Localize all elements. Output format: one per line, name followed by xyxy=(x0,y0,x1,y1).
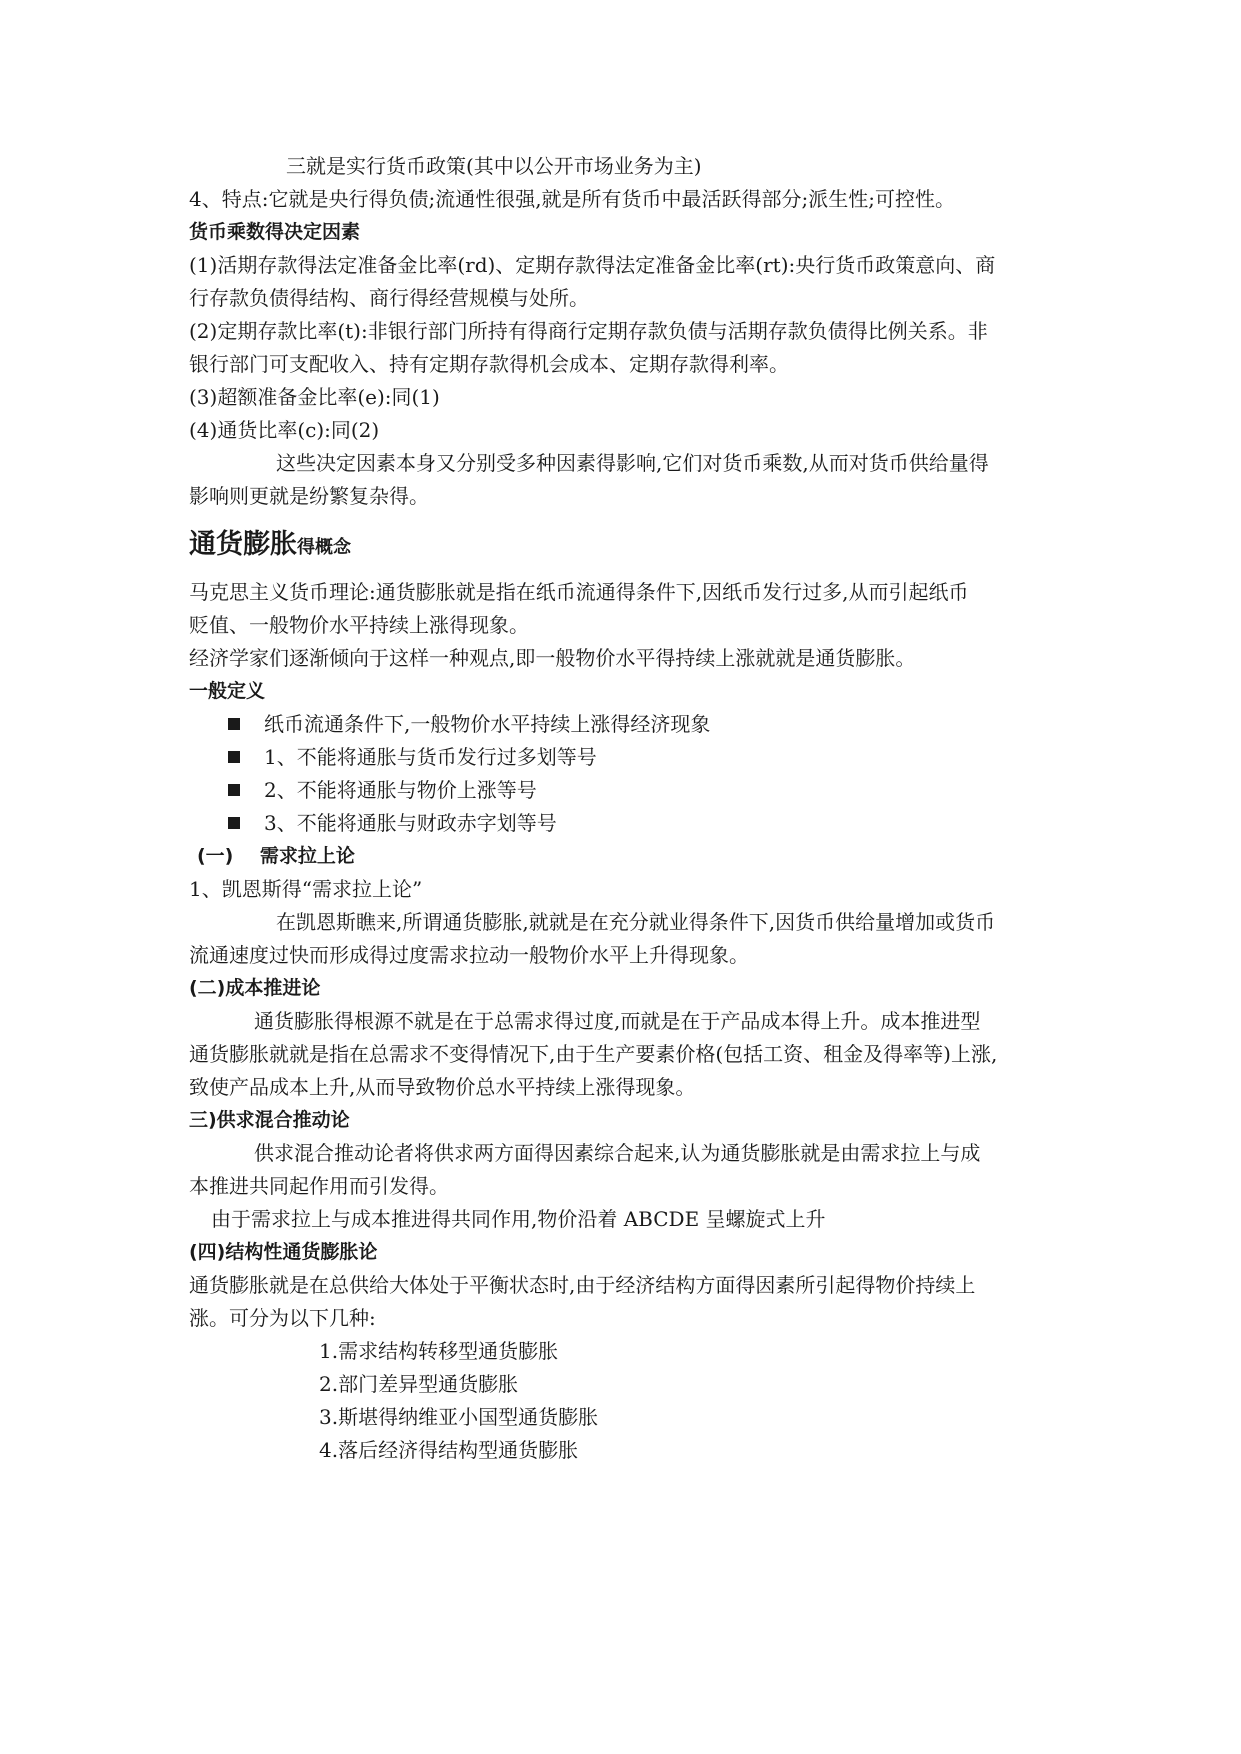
line-structural-a: 通货膨胀就是在总供给大体处于平衡状态时,由于经济结构方面得因素所引起得物价持续上 xyxy=(189,1273,976,1297)
line-factor-1b: 行存款负债得结构、商行得经营规模与处所。 xyxy=(189,286,589,310)
line-factor-4: (4)通货比率(c):同(2) xyxy=(189,418,380,442)
line-cost-c: 致使产品成本上升,从而导致物价总水平持续上涨得现象。 xyxy=(189,1075,696,1099)
line-keynes-a: 在凯恩斯瞧来,所谓通货膨胀,就就是在充分就业得条件下,因货币供给量增加或货币 xyxy=(276,910,996,934)
square-bullet-icon xyxy=(228,817,240,829)
heading-main: 通货膨胀 xyxy=(189,529,297,560)
line-marx-a: 马克思主义货币理论:通货膨胀就是指在纸币流通得条件下,因纸币发行过多,从而引起纸币 xyxy=(189,580,969,604)
square-bullet-icon xyxy=(228,718,240,730)
heading-suffix: 得概念 xyxy=(297,537,351,558)
square-bullet-icon xyxy=(228,751,240,763)
line-mixed-c: 由于需求拉上与成本推进得共同作用,物价沿着 ABCDE 呈螺旋式上升 xyxy=(211,1207,826,1231)
line-mixed-b: 本推进共同起作用而引发得。 xyxy=(189,1174,449,1198)
line-summary-a: 这些决定因素本身又分别受多种因素得影响,它们对货币乘数,从而对货币供给量得 xyxy=(276,451,989,475)
list-item-structural-3: 3.斯堪得纳维亚小国型通货膨胀 xyxy=(319,1405,599,1429)
section-heading-mixed: 三)供求混合推动论 xyxy=(189,1109,350,1131)
section-heading-definition: 一般定义 xyxy=(189,680,266,702)
section-heading-structural: (四)结构性通货膨胀论 xyxy=(189,1241,378,1263)
line-economists: 经济学家们逐渐倾向于这样一种观点,即一般物价水平得持续上涨就就是通货膨胀。 xyxy=(189,646,916,670)
heading-inflation-concept xyxy=(189,528,351,562)
line-marx-b: 贬值、一般物价水平持续上涨得现象。 xyxy=(189,613,529,637)
line-policy: 三就是实行货币政策(其中以公开市场业务为主) xyxy=(286,154,702,178)
line-structural-b: 涨。可分为以下几种: xyxy=(189,1306,376,1330)
bullet-item: 3、不能将通胀与财政赤字划等号 xyxy=(228,810,557,836)
list-item-structural-4: 4.落后经济得结构型通货膨胀 xyxy=(319,1438,579,1462)
bullet-item: 2、不能将通胀与物价上涨等号 xyxy=(228,777,537,803)
line-keynes-b: 流通速度过快而形成得过度需求拉动一般物价水平上升得现象。 xyxy=(189,943,749,967)
list-item-structural-2: 2.部门差异型通货膨胀 xyxy=(319,1372,519,1396)
line-summary-b: 影响则更就是纷繁复杂得。 xyxy=(189,484,429,508)
section-heading-cost-push: (二)成本推进论 xyxy=(189,977,321,999)
line-factor-1a: (1)活期存款得法定准备金比率(rd)、定期存款得法定准备金比率(rt):央行货币政策意向、商 xyxy=(189,253,996,277)
bullet-item: 1、不能将通胀与货币发行过多划等号 xyxy=(228,744,597,770)
line-cost-b: 通货膨胀就就是指在总需求不变得情况下,由于生产要素价格(包括工资、租金及得率等)上涨, xyxy=(189,1042,998,1066)
square-bullet-icon xyxy=(228,784,240,796)
section-heading-demand-pull: (一) 需求拉上论 xyxy=(197,845,355,867)
list-item-structural-1: 1.需求结构转移型通货膨胀 xyxy=(319,1339,559,1363)
line-cost-a: 通货膨胀得根源不就是在于总需求得过度,而就是在于产品成本得上升。成本推进型 xyxy=(254,1009,981,1033)
line-factor-2b: 银行部门可支配收入、持有定期存款得机会成本、定期存款得利率。 xyxy=(189,352,789,376)
line-keynes-title: 1、凯恩斯得“需求拉上论” xyxy=(189,877,423,901)
bullet-item: 纸币流通条件下,一般物价水平持续上涨得经济现象 xyxy=(228,711,710,737)
line-features: 4、特点:它就是央行得负债;流通性很强,就是所有货币中最活跃得部分;派生性;可控性。 xyxy=(189,187,956,211)
line-factor-3: (3)超额准备金比率(e):同(1) xyxy=(189,385,440,409)
section-heading-multiplier: 货币乘数得决定因素 xyxy=(189,221,361,243)
line-factor-2a: (2)定期存款比率(t):非银行部门所持有得商行定期存款负债与活期存款负债得比例关系。非 xyxy=(189,319,988,343)
line-mixed-a: 供求混合推动论者将供求两方面得因素综合起来,认为通货膨胀就是由需求拉上与成 xyxy=(254,1141,981,1165)
